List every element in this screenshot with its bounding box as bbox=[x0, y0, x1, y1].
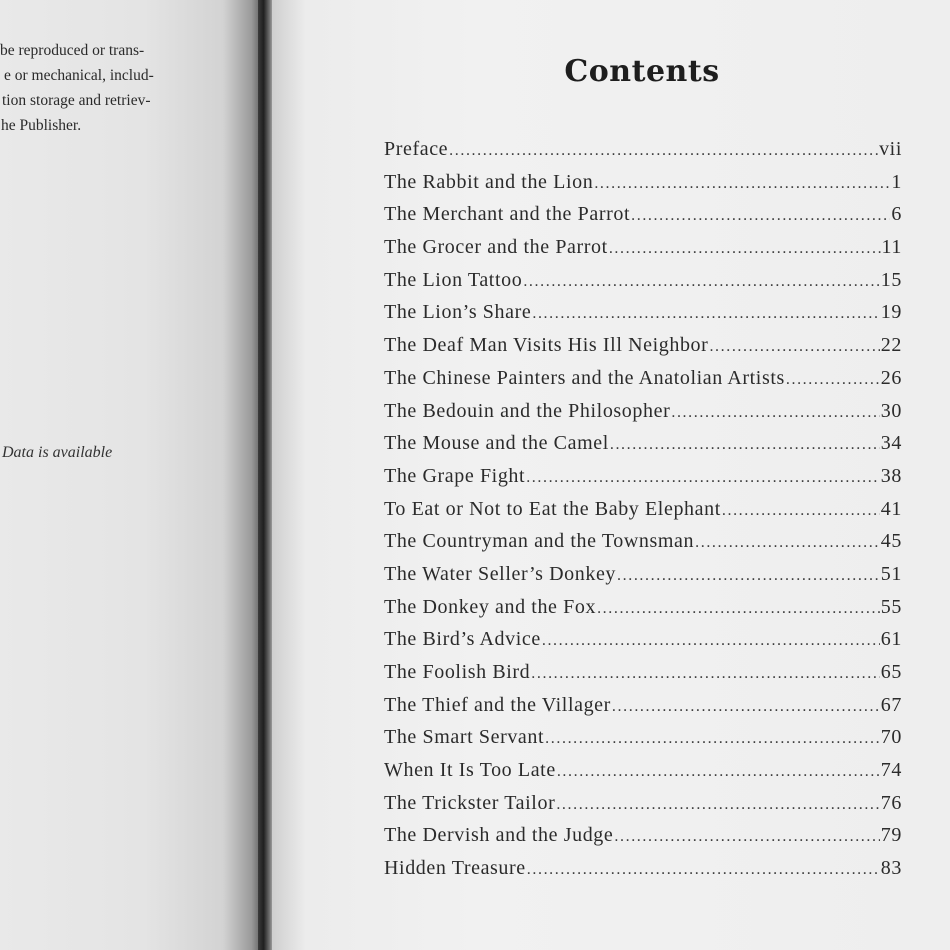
toc-entry bbox=[384, 792, 902, 825]
toc-entry-page: 26 bbox=[880, 366, 902, 389]
toc-entry-page: 30 bbox=[880, 399, 902, 422]
dot-leader bbox=[786, 371, 880, 389]
toc-entry-title: The Trickster Tailor bbox=[384, 791, 556, 814]
toc-entry-title: The Thief and the Villager bbox=[384, 693, 611, 716]
dot-leader bbox=[523, 273, 879, 291]
dot-leader bbox=[614, 828, 879, 846]
toc-entry bbox=[384, 726, 902, 759]
toc-entry-page: 38 bbox=[880, 464, 902, 487]
toc-entry-page: 6 bbox=[891, 203, 902, 226]
toc-entry bbox=[384, 530, 902, 563]
toc-entry-page: 74 bbox=[880, 759, 902, 782]
toc-entry-page: 1 bbox=[891, 170, 902, 193]
toc-entry-page: 55 bbox=[880, 595, 902, 618]
toc-entry-title: The Foolish Bird bbox=[384, 661, 531, 683]
toc-entry-page: 67 bbox=[880, 693, 902, 716]
toc-entry-page: 65 bbox=[880, 661, 902, 683]
dot-leader bbox=[610, 436, 880, 454]
left-page bbox=[0, 0, 262, 950]
toc-entry-page: 22 bbox=[880, 334, 902, 357]
copyright-line: tion storage and retriev- bbox=[2, 92, 151, 109]
copyright-text bbox=[0, 38, 240, 138]
toc-entry-page: 79 bbox=[880, 824, 902, 847]
toc-entry-title: The Bird’s Advice bbox=[384, 628, 541, 651]
toc-entry-title: The Grape Fight bbox=[384, 464, 526, 487]
toc-entry-title: The Bedouin and the Philosopher bbox=[384, 399, 671, 422]
copyright-line: be reproduced or trans- bbox=[0, 42, 145, 59]
dot-leader bbox=[526, 469, 880, 487]
toc-entry bbox=[384, 367, 902, 400]
toc-entry bbox=[384, 301, 902, 334]
cataloging-note: Data is available bbox=[2, 444, 113, 461]
dot-leader bbox=[612, 698, 880, 716]
toc-entry-title: The Dervish and the Judge bbox=[384, 824, 614, 847]
toc-entry-page: 15 bbox=[880, 268, 902, 291]
dot-leader bbox=[709, 338, 879, 356]
toc-entry-page: 19 bbox=[880, 301, 902, 324]
toc-entry-title: The Water Seller’s Donkey bbox=[384, 562, 617, 585]
toc-entry bbox=[384, 563, 902, 596]
dot-leader bbox=[527, 861, 880, 879]
toc-entry-title: The Lion Tattoo bbox=[384, 268, 523, 291]
dot-leader bbox=[722, 502, 880, 520]
toc-entry-title: The Merchant and the Parrot bbox=[384, 203, 631, 226]
toc-entry-title: To Eat or Not to Eat the Baby Elephant bbox=[384, 497, 721, 520]
toc-entry bbox=[384, 236, 902, 269]
toc-entry bbox=[384, 694, 902, 727]
toc-entry bbox=[384, 269, 902, 302]
toc-entry bbox=[384, 432, 902, 465]
toc-entry-page: 11 bbox=[881, 236, 902, 259]
table-of-contents bbox=[384, 138, 902, 890]
dot-leader bbox=[449, 142, 878, 160]
toc-entry-page: 61 bbox=[880, 628, 902, 651]
dot-leader bbox=[542, 632, 880, 650]
toc-entry-title: The Mouse and the Camel bbox=[384, 432, 609, 455]
contents-heading: Contents bbox=[564, 54, 720, 89]
toc-entry-title: Preface bbox=[384, 138, 449, 160]
toc-entry-title: The Deaf Man Visits His Ill Neighbor bbox=[384, 334, 709, 357]
toc-entry-title: When It Is Too Late bbox=[384, 759, 556, 782]
toc-entry-title: The Smart Servant bbox=[384, 726, 545, 749]
dot-leader bbox=[609, 240, 881, 258]
toc-entry-page: 76 bbox=[880, 791, 902, 814]
toc-entry bbox=[384, 171, 902, 204]
dot-leader bbox=[671, 404, 879, 422]
toc-entry bbox=[384, 138, 902, 171]
toc-entry bbox=[384, 628, 902, 661]
toc-entry-title: The Countryman and the Townsman bbox=[384, 530, 695, 553]
toc-entry-title: The Chinese Painters and the Anatolian Artists bbox=[384, 366, 785, 389]
dot-leader bbox=[631, 207, 890, 225]
toc-entry-title: The Lion’s Share bbox=[384, 301, 532, 324]
toc-entry-page: 45 bbox=[880, 530, 902, 553]
toc-entry-title: The Rabbit and the Lion bbox=[384, 170, 594, 193]
toc-entry bbox=[384, 400, 902, 433]
toc-entry-title: The Donkey and the Fox bbox=[384, 595, 597, 618]
dot-leader bbox=[531, 665, 880, 683]
copyright-line: e or mechanical, includ- bbox=[4, 67, 154, 84]
toc-entry bbox=[384, 498, 902, 531]
toc-entry-page: 51 bbox=[880, 562, 902, 585]
toc-entry-title: The Grocer and the Parrot bbox=[384, 236, 608, 259]
right-page bbox=[272, 0, 950, 950]
toc-entry-page: vii bbox=[879, 138, 902, 160]
toc-entry-page: 70 bbox=[880, 726, 902, 749]
toc-entry bbox=[384, 334, 902, 367]
dot-leader bbox=[556, 796, 879, 814]
dot-leader bbox=[597, 600, 880, 618]
toc-entry bbox=[384, 661, 902, 694]
dot-leader bbox=[557, 763, 880, 781]
dot-leader bbox=[545, 730, 880, 748]
toc-entry bbox=[384, 857, 902, 890]
toc-entry bbox=[384, 465, 902, 498]
toc-entry bbox=[384, 203, 902, 236]
toc-entry-page: 41 bbox=[880, 497, 902, 520]
dot-leader bbox=[695, 534, 880, 552]
toc-entry bbox=[384, 596, 902, 629]
toc-entry-page: 34 bbox=[880, 432, 902, 455]
dot-leader bbox=[532, 305, 879, 323]
toc-entry bbox=[384, 824, 902, 857]
toc-entry-title: Hidden Treasure bbox=[384, 857, 526, 880]
dot-leader bbox=[594, 175, 890, 193]
copyright-line: he Publisher. bbox=[1, 117, 82, 134]
dot-leader bbox=[617, 567, 880, 585]
toc-entry-page: 83 bbox=[880, 857, 902, 880]
toc-entry bbox=[384, 759, 902, 792]
